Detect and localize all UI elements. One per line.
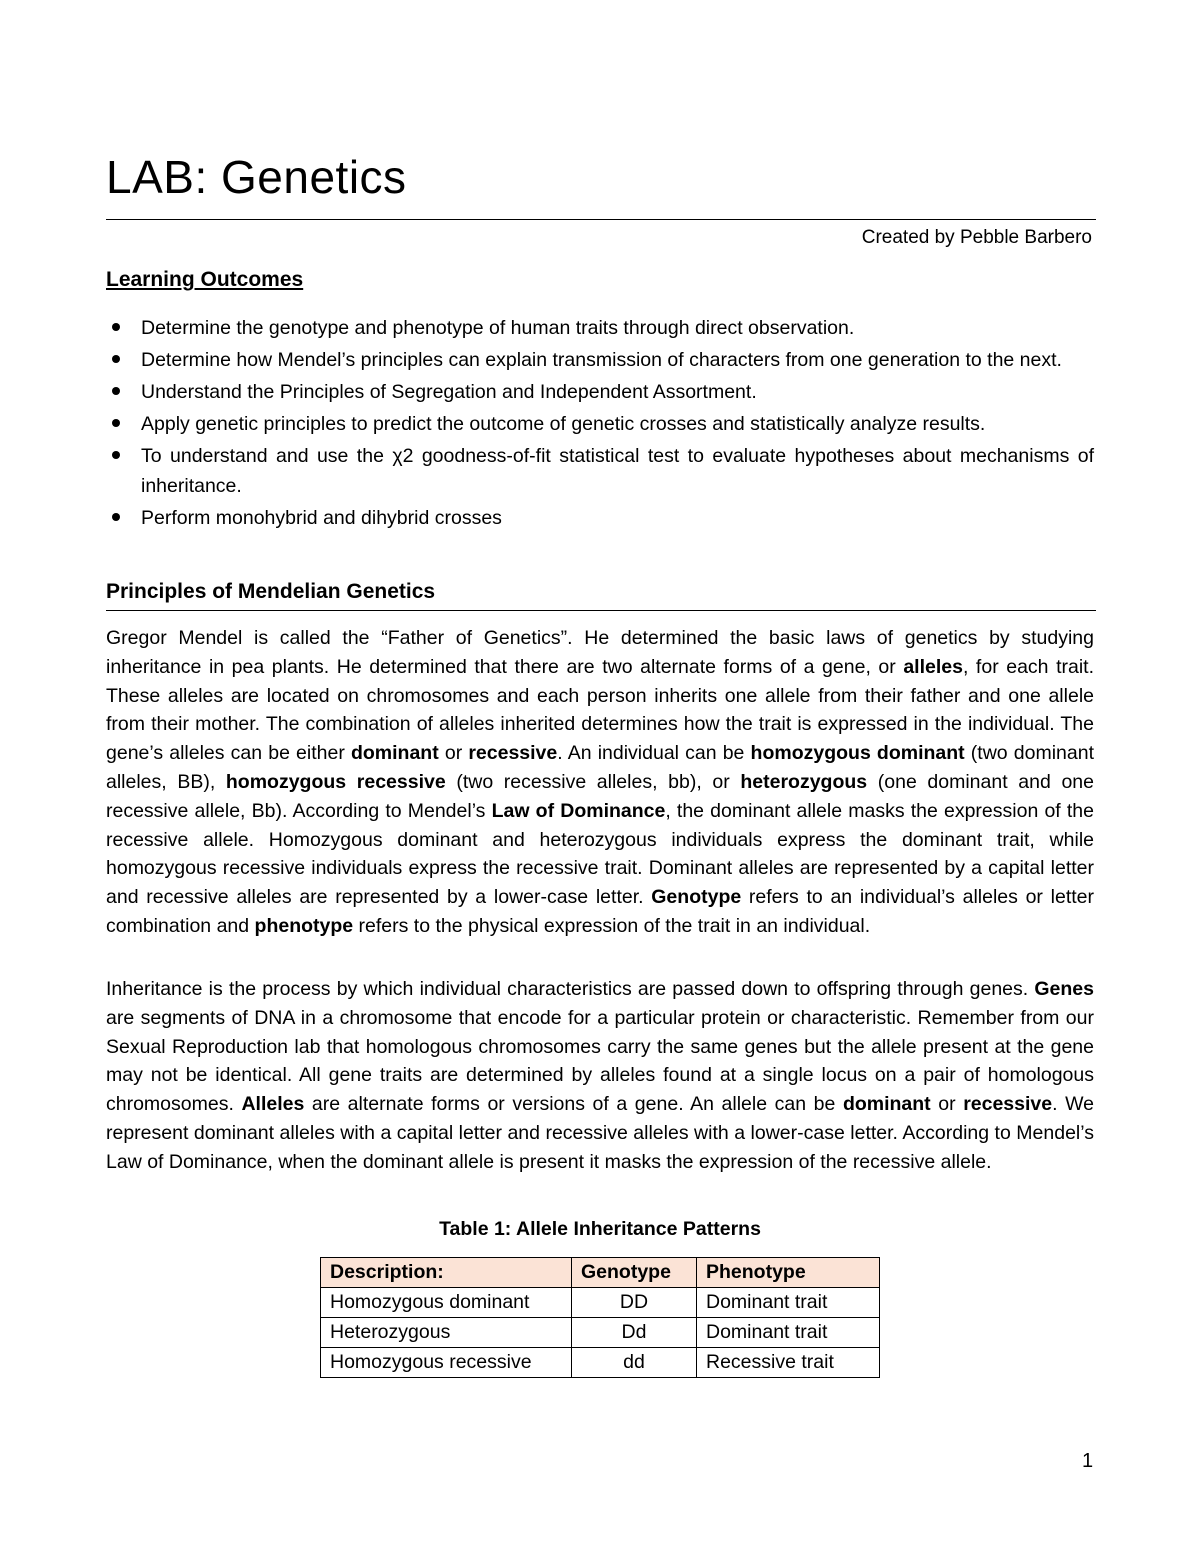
list-item-text: Apply genetic principles to predict the outcome of genetic crosses and statistically analyze results.	[141, 413, 986, 435]
bold-term: homozygous dominant	[750, 742, 965, 765]
text-run: (one dominant and one recessive allele, Bb). According to Mendel’s	[106, 770, 1094, 822]
table-header-row	[321, 1258, 880, 1288]
bullet-icon	[112, 355, 120, 363]
table-cell: DD	[572, 1288, 697, 1318]
text-run: (two dominant alleles, BB),	[106, 742, 1094, 793]
table-row	[321, 1318, 880, 1348]
learning-outcomes-list	[106, 313, 1094, 535]
text-run: refers to an individual’s alleles or letter combination and	[106, 886, 1094, 937]
paragraph-mendel	[106, 624, 1094, 941]
list-item	[106, 503, 1094, 533]
list-item	[106, 409, 1094, 439]
allele-table	[320, 1257, 880, 1378]
list-item-text: Perform monohybrid and dihybrid crosses	[141, 507, 502, 529]
text-run: , for each trait. These alleles are located on chromosomes and each person inherits one allele from their father and one allele from their mother. The combination of alleles inherited determines how the trait is expressed in the individual. The gene’s alleles can be either	[106, 655, 1095, 765]
bold-term: recessive	[963, 1093, 1053, 1116]
bullet-icon	[112, 451, 120, 459]
text-run: or	[930, 1093, 964, 1116]
bold-term: Genes	[1034, 978, 1094, 1000]
table-caption: Table 1: Allele Inheritance Patterns	[439, 1218, 761, 1240]
text-run: Inheritance is the process by which individual characteristics are passed down to offspring through genes.	[106, 978, 1035, 1000]
bold-term: dominant	[842, 1093, 931, 1116]
bold-term: homozygous recessive	[225, 770, 446, 793]
list-item	[106, 377, 1094, 407]
list-item-text: To understand and use the χ2 goodness-of-fit statistical test to evaluate hypotheses about mechanisms of inheritance.	[141, 445, 1094, 497]
bold-term: recessive	[468, 742, 558, 765]
table-cell: Homozygous dominant	[321, 1288, 572, 1318]
text-run: (two recessive alleles, bb), or	[445, 770, 741, 793]
table-cell: Homozygous recessive	[321, 1348, 572, 1378]
bold-term: alleles	[903, 655, 963, 678]
bold-term: dominant	[350, 742, 439, 765]
list-item-text: Understand the Principles of Segregation and Independent Assortment.	[141, 381, 757, 403]
list-item-text: Determine the genotype and phenotype of human traits through direct observation.	[141, 317, 855, 339]
learning-outcomes-heading: Learning Outcomes	[106, 268, 304, 291]
list-item-text: Determine how Mendel’s principles can explain transmission of characters from one generation to the next.	[141, 349, 1062, 371]
table-row	[321, 1288, 880, 1318]
section-heading: Principles of Mendelian Genetics	[106, 580, 436, 603]
table-cell: Dominant trait	[697, 1288, 880, 1318]
text-run: are alternate forms or versions of a gene. An allele can be	[304, 1093, 843, 1116]
table-header-cell: Description:	[321, 1258, 572, 1288]
table-header-cell: Genotype	[572, 1258, 697, 1288]
text-run: . We represent dominant alleles with a capital letter and recessive alleles with a lower-case letter. According to Mendel’s Law of Dominance, when the dominant allele is present it masks the expression of the recessive allele.	[106, 1093, 1095, 1173]
table-header-cell: Phenotype	[697, 1258, 880, 1288]
page-title: LAB: Genetics	[106, 151, 407, 203]
bullet-icon	[112, 513, 120, 521]
list-item	[106, 313, 1094, 343]
bold-term: phenotype	[254, 914, 354, 937]
text-run: , the dominant allele masks the expression of the recessive allele. Homozygous dominant and heterozygous individuals express the dominant trait, while homozygous recessive individuals express the recessive trait. Dominant alleles are represented by a capital letter and recessive alleles are represented by a lower-case letter.	[106, 799, 1094, 909]
title-divider	[106, 219, 1096, 220]
bold-term: Alleles	[241, 1093, 305, 1116]
list-item	[106, 441, 1094, 501]
table-cell: Recessive trait	[697, 1348, 880, 1378]
text-run: . An individual can be	[557, 742, 751, 765]
author-credit: Created by Pebble Barbero	[861, 227, 1092, 248]
table-cell: Dd	[572, 1318, 697, 1348]
section-divider	[106, 610, 1096, 611]
page-number: 1	[1082, 1450, 1094, 1472]
bold-term: Law of Dominance	[491, 799, 666, 822]
table-cell: Heterozygous	[321, 1318, 572, 1348]
bullet-icon	[112, 419, 120, 427]
text-run: Gregor Mendel is called the “Father of Genetics”. He determined the basic laws of genetics by studying inheritance in pea plants. He determined that there are two alternate forms of a gene, or	[106, 627, 1094, 678]
bold-term: heterozygous	[740, 770, 868, 793]
table-cell: dd	[572, 1348, 697, 1378]
text-run: are segments of DNA in a chromosome that encode for a particular protein or characteristic. Remember from our Sexual Reproduction lab that homologous chromosomes carry the same genes but the allele present at the gene may not be identical. All gene traits are determined by alleles found at a single locus on a pair of homologous chromosomes.	[106, 1006, 1094, 1116]
bullet-icon	[112, 323, 120, 331]
paragraph-inheritance	[106, 975, 1094, 1177]
bullet-icon	[112, 387, 120, 395]
text-run: refers to the physical expression of the trait in an individual.	[353, 914, 871, 937]
table-row	[321, 1348, 880, 1378]
list-item	[106, 345, 1094, 375]
bold-term: Genotype	[651, 886, 742, 909]
table-cell: Dominant trait	[697, 1318, 880, 1348]
text-run: or	[438, 742, 469, 765]
